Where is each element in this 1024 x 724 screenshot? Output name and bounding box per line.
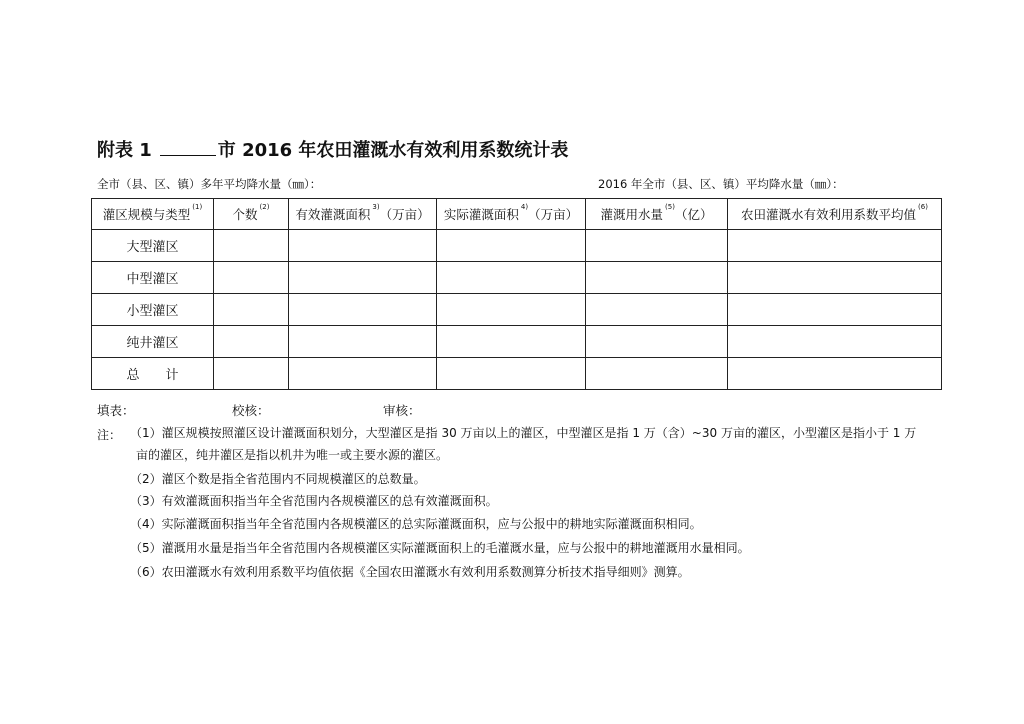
table-cell[interactable] bbox=[586, 326, 728, 358]
reviewed-by-label: 审核： bbox=[383, 403, 421, 418]
table-cell[interactable] bbox=[214, 294, 289, 326]
table-row bbox=[92, 294, 942, 326]
annual-precipitation-label: 2016 年全市（县、区、镇）平均降水量（㎜）： bbox=[598, 177, 844, 191]
city-name-blank[interactable] bbox=[160, 141, 216, 156]
fill-by-label: 填表： bbox=[97, 403, 135, 418]
table-cell[interactable] bbox=[289, 358, 437, 390]
table-row bbox=[92, 230, 942, 262]
checked-by-label: 校核： bbox=[232, 403, 270, 418]
table-cell[interactable] bbox=[214, 262, 289, 294]
table-cell[interactable] bbox=[586, 294, 728, 326]
note-item-2: （2）灌区个数是指全省范围内不同规模灌区的总数量。 bbox=[130, 472, 426, 486]
table-cell[interactable] bbox=[289, 294, 437, 326]
header-scale-type: 灌区规模与类型 $^{(1)}$ bbox=[92, 199, 214, 230]
table-cell[interactable] bbox=[728, 294, 942, 326]
row-label-total: 总 计 bbox=[92, 358, 214, 390]
signature-row bbox=[97, 401, 697, 417]
table-cell[interactable] bbox=[728, 262, 942, 294]
table-cell[interactable] bbox=[437, 262, 586, 294]
table-row bbox=[92, 358, 942, 390]
table-cell[interactable] bbox=[586, 230, 728, 262]
table-cell[interactable] bbox=[289, 326, 437, 358]
row-label-large: 大型灌区 bbox=[92, 230, 214, 262]
notes-label: 注： bbox=[97, 428, 122, 442]
table-cell[interactable] bbox=[437, 294, 586, 326]
table-cell[interactable] bbox=[214, 326, 289, 358]
note-item-1-cont: 亩的灌区，纯井灌区是指以机井为唯一或主要水源的灌区。 bbox=[136, 448, 449, 462]
header-coefficient: 农田灌溉水有效利用系数平均值 $^{(6)}$ bbox=[728, 199, 942, 230]
row-label-well: 纯井灌区 bbox=[92, 326, 214, 358]
table-row bbox=[92, 262, 942, 294]
header-actual-area: 实际灌溉面积 $^{4)}$（万亩） bbox=[437, 199, 586, 230]
table-cell[interactable] bbox=[437, 358, 586, 390]
header-effective-area: 有效灌溉面积 $^{3)}$（万亩） bbox=[289, 199, 437, 230]
row-label-medium: 中型灌区 bbox=[92, 262, 214, 294]
table-cell[interactable] bbox=[289, 262, 437, 294]
table-cell[interactable] bbox=[728, 358, 942, 390]
table-cell[interactable] bbox=[289, 230, 437, 262]
note-item-1: （1）灌区规模按照灌区设计灌溉面积划分，大型灌区是指 30 万亩以上的灌区，中型灌区是指 1 万（含）~30 万亩的灌区，小型灌区是指小于 1 万 bbox=[130, 426, 917, 440]
table-row bbox=[92, 326, 942, 358]
title-suffix: 市 2016 年农田灌溉水有效利用系数统计表 bbox=[217, 140, 569, 161]
title-prefix: 附表 1 bbox=[97, 140, 152, 161]
document-title bbox=[97, 136, 568, 162]
table-cell[interactable] bbox=[586, 358, 728, 390]
table-cell[interactable] bbox=[437, 326, 586, 358]
header-count: 个数 $^{(2)}$ bbox=[214, 199, 289, 230]
row-label-small: 小型灌区 bbox=[92, 294, 214, 326]
note-item-6: （6）农田灌溉水有效利用系数平均值依据《全国农田灌溉水有效利用系数测算分析技术指导细则》测算。 bbox=[130, 565, 690, 579]
table-cell[interactable] bbox=[437, 230, 586, 262]
table-cell[interactable] bbox=[214, 358, 289, 390]
table-cell[interactable] bbox=[728, 326, 942, 358]
note-item-5: （5）灌溉用水量是指当年全省范围内各规模灌区实际灌溉面积上的毛灌溉水量，应与公报中的耕地灌溉用水量相同。 bbox=[130, 541, 750, 555]
irrigation-coefficient-table bbox=[91, 198, 942, 390]
note-item-4: （4）实际灌溉面积指当年全省范围内各规模灌区的总实际灌溉面积，应与公报中的耕地实际灌溉面积相同。 bbox=[130, 517, 702, 531]
header-row bbox=[92, 199, 942, 230]
table-cell[interactable] bbox=[586, 262, 728, 294]
header-water-use: 灌溉用水量 $^{(5)}$（亿） bbox=[586, 199, 728, 230]
note-item-3: （3）有效灌溉面积指当年全省范围内各规模灌区的总有效灌溉面积。 bbox=[130, 494, 498, 508]
table-cell[interactable] bbox=[214, 230, 289, 262]
table-cell[interactable] bbox=[728, 230, 942, 262]
multi-year-precipitation-label: 全市（县、区、镇）多年平均降水量（㎜）： bbox=[97, 177, 322, 191]
